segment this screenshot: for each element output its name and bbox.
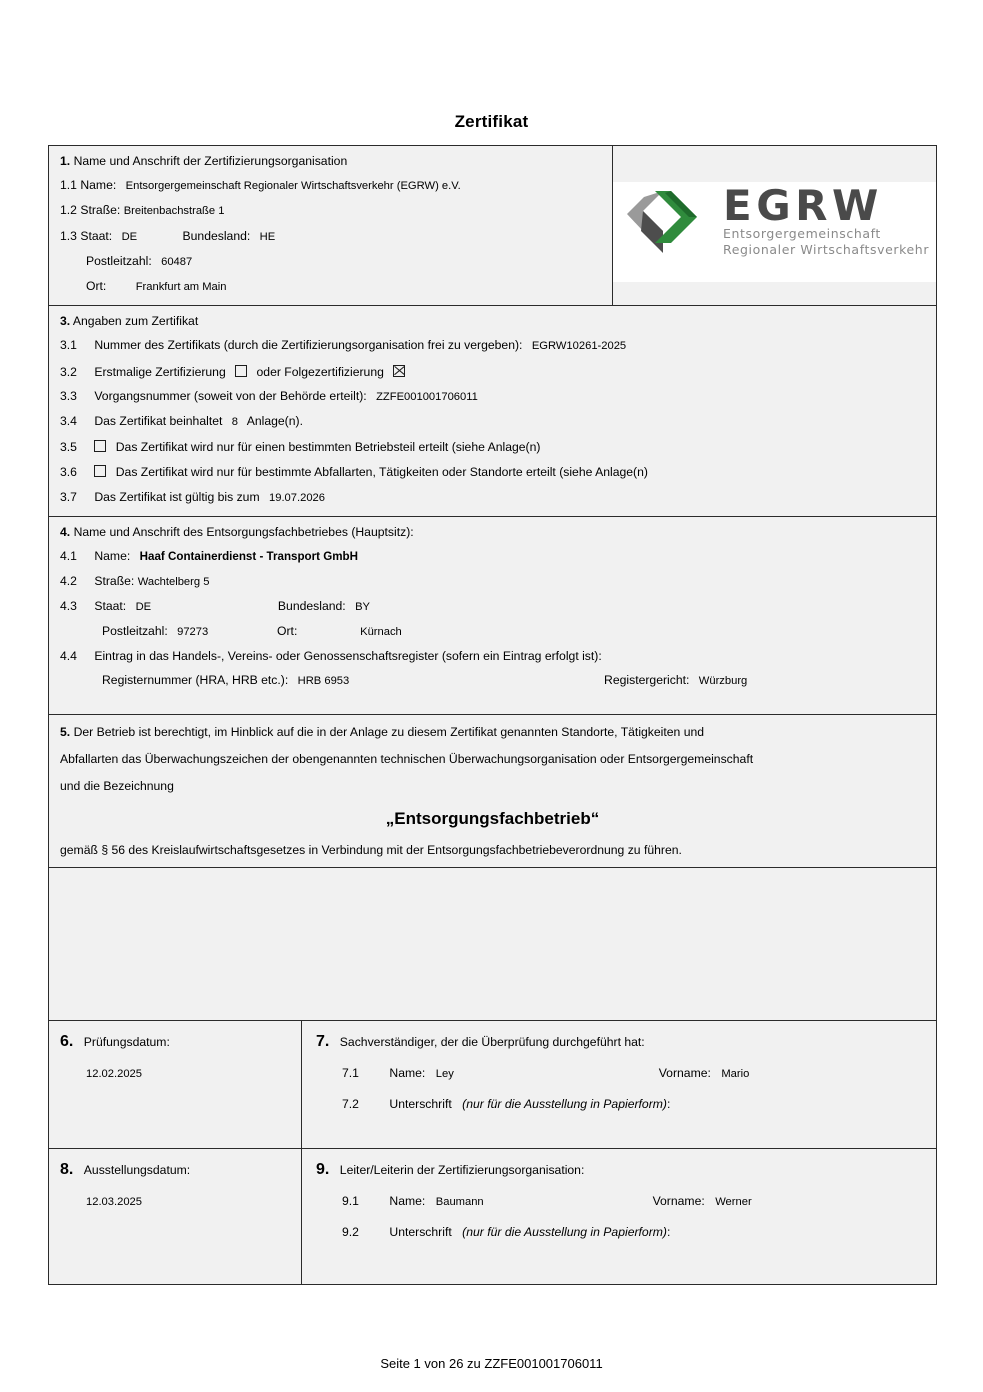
section3-31-number: 3.1 bbox=[60, 338, 77, 353]
section5-line4: gemäß § 56 des Kreislaufwirtschaftsgesetzes in Verbindung mit der Entsorgungsfachbetriebeverordnung zu führen. bbox=[60, 843, 682, 858]
section7-signature-row bbox=[316, 1095, 925, 1113]
section3-cell bbox=[49, 306, 937, 517]
section4-register-number-label: Registernummer (HRA, HRB etc.): bbox=[102, 673, 289, 688]
section1-number: 1. bbox=[60, 154, 71, 168]
section9-name-label: Name: bbox=[389, 1194, 426, 1209]
section3-34-label-b: Anlage(n). bbox=[246, 414, 303, 429]
section4-state-row bbox=[60, 600, 925, 613]
section1-bundesland-label: Bundesland: bbox=[182, 228, 251, 243]
checkbox-folgezertifizierung[interactable] bbox=[393, 365, 405, 377]
section4-street-number: 4.2 bbox=[60, 573, 77, 588]
table-row-section4 bbox=[49, 516, 937, 714]
section4-state-label: Staat: bbox=[94, 598, 127, 613]
section7-name-label: Name: bbox=[389, 1066, 426, 1081]
page-title: Zertifikat bbox=[454, 112, 529, 131]
section3-36-number: 3.6 bbox=[60, 465, 77, 480]
section5-line2: Abfallarten das Überwachungszeichen der obengenannten technischen Überwachungsorganisation oder Entsorgergemeinschaft bbox=[60, 751, 754, 766]
section1-name-number: 1.1 bbox=[60, 178, 77, 193]
section3-row-32 bbox=[60, 365, 925, 378]
section1-state-value: DE bbox=[121, 230, 138, 243]
section1-ort-label: Ort: bbox=[86, 279, 107, 294]
section4-register-detail-row bbox=[60, 674, 925, 687]
section1-state-row bbox=[60, 230, 601, 243]
section4-register-court-label: Registergericht: bbox=[604, 673, 690, 688]
section6-value-row bbox=[60, 1064, 290, 1082]
section3-33-number: 3.3 bbox=[60, 388, 77, 403]
table-row-section3 bbox=[49, 306, 937, 517]
section1-name-value: Entsorgergemeinschaft Regionaler Wirtschaftsverkehr (EGRW) e.V. bbox=[125, 180, 461, 193]
section4-name-number: 4.1 bbox=[60, 549, 77, 564]
section7-signature-label: Unterschrift bbox=[389, 1097, 452, 1112]
checkbox-abfallarten[interactable] bbox=[94, 465, 106, 477]
section3-heading bbox=[60, 315, 925, 327]
section4-register-number: 4.4 bbox=[60, 649, 77, 664]
section8-cell bbox=[49, 1149, 302, 1285]
section3-31-label: Nummer des Zertifikats (durch die Zertifizierungsorganisation frei zu vergeben): bbox=[94, 338, 523, 353]
section7-number: 7. bbox=[316, 1033, 330, 1051]
section4-plz-label: Postleitzahl: bbox=[102, 624, 168, 639]
section5-line3: und die Bezeichnung bbox=[60, 779, 174, 794]
section3-35-number: 3.5 bbox=[60, 440, 77, 455]
section6-number: 6. bbox=[60, 1033, 74, 1051]
egrw-subtitle-line2: Regionaler Wirtschaftsverkehr bbox=[723, 241, 930, 257]
section3-row-35 bbox=[60, 440, 925, 453]
section1-ort-row bbox=[60, 280, 601, 293]
section4-heading bbox=[60, 526, 925, 538]
section5-line1-text: Der Betrieb ist berechtigt, im Hinblick auf die in der Anlage zu diesem Zertifikat genannten Standorte, Tätigkeiten und bbox=[73, 724, 705, 739]
section1-plz-row bbox=[60, 255, 601, 268]
certificate-table bbox=[48, 145, 937, 1285]
section3-34-number: 3.4 bbox=[60, 414, 77, 429]
table-row-blank bbox=[49, 868, 937, 1021]
section5-number: 5. bbox=[60, 724, 71, 739]
section4-ort-value: Kürnach bbox=[360, 626, 402, 639]
section1-street-value: Breitenbachstraße 1 bbox=[123, 205, 225, 218]
section9-heading bbox=[316, 1161, 925, 1179]
section3-34-value: 8 bbox=[231, 416, 238, 429]
section9-cell bbox=[302, 1149, 937, 1285]
section4-cell bbox=[49, 516, 937, 714]
section8-value: 12.03.2025 bbox=[86, 1196, 142, 1209]
section7-name-number: 7.1 bbox=[342, 1066, 359, 1081]
section4-name-row bbox=[60, 550, 925, 563]
section4-name-label: Name: bbox=[94, 549, 131, 564]
page-footer: Seite 1 von 26 zu ZZFE001001706011 bbox=[380, 1356, 603, 1371]
section8-value-row bbox=[60, 1192, 290, 1210]
section1-cell bbox=[49, 146, 613, 306]
section3-heading-text: Angaben zum Zertifikat bbox=[72, 314, 199, 329]
section1-name-label: Name: bbox=[80, 178, 117, 193]
section4-register-court-value: Würzburg bbox=[698, 675, 748, 688]
section3-37-value: 19.07.2026 bbox=[269, 491, 325, 504]
section6-label: Prüfungsdatum: bbox=[83, 1035, 170, 1050]
section4-register-heading-row bbox=[60, 650, 925, 662]
section3-34-label-a: Das Zertifikat beinhaltet bbox=[94, 414, 223, 429]
egrw-logo bbox=[627, 181, 930, 258]
section7-cell bbox=[302, 1021, 937, 1149]
egrw-wordmark-block bbox=[723, 181, 930, 258]
section7-firstname-label: Vorname: bbox=[658, 1066, 711, 1081]
section7-signature-note: (nur für die Ausstellung in Papierform) bbox=[462, 1097, 667, 1112]
section9-heading-text: Leiter/Leiterin der Zertifizierungsorganisation: bbox=[339, 1163, 585, 1178]
section9-signature-row bbox=[316, 1223, 925, 1241]
section1-bundesland-value: HE bbox=[259, 230, 276, 243]
section3-row-34 bbox=[60, 415, 925, 428]
section5-designation: „Entsorgungsfachbetrieb“ bbox=[385, 809, 600, 829]
section9-signature-colon: : bbox=[666, 1225, 671, 1240]
section3-33-label: Vorgangsnummer (soweit von der Behörde erteilt): bbox=[94, 388, 367, 403]
section1-plz-value: 60487 bbox=[161, 255, 193, 268]
section8-label: Ausstellungsdatum: bbox=[83, 1163, 191, 1178]
section6-value: 12.02.2025 bbox=[86, 1068, 142, 1081]
section9-name-value: Baumann bbox=[435, 1196, 484, 1209]
section8-heading bbox=[60, 1161, 290, 1179]
section6-heading bbox=[60, 1033, 290, 1051]
section4-street-label: Straße: bbox=[94, 573, 135, 588]
section7-name-value: Ley bbox=[435, 1068, 454, 1081]
section7-heading bbox=[316, 1033, 925, 1051]
section1-street-label: Straße: bbox=[80, 203, 121, 218]
section4-heading-text: Name und Anschrift des Entsorgungsfachbetriebes (Hauptsitz): bbox=[73, 524, 414, 539]
section7-heading-text: Sachverständiger, der die Überprüfung durchgeführt hat: bbox=[339, 1035, 645, 1050]
section3-37-label: Das Zertifikat ist gültig bis zum bbox=[94, 489, 260, 504]
table-row-section5 bbox=[49, 714, 937, 868]
section4-name-value: Haaf Containerdienst - Transport GmbH bbox=[139, 550, 359, 564]
section7-firstname-value: Mario bbox=[721, 1068, 750, 1081]
section3-32-first-label: Erstmalige Zertifizierung bbox=[94, 364, 226, 379]
section4-ort-label: Ort: bbox=[277, 624, 298, 639]
section4-street-value: Wachtelberg 5 bbox=[137, 575, 210, 588]
section3-35-label: Das Zertifikat wird nur für einen bestimmten Betriebsteil erteilt (siehe Anlage(n) bbox=[115, 440, 541, 455]
section3-32-follow-label: oder Folgezertifizierung bbox=[256, 364, 384, 379]
checkbox-betriebsteil[interactable] bbox=[94, 440, 106, 452]
section5-line1 bbox=[60, 726, 925, 738]
section5-cell bbox=[49, 714, 937, 868]
section1-state-label: Staat: bbox=[80, 228, 113, 243]
logo-cell bbox=[613, 146, 937, 306]
section4-number: 4. bbox=[60, 524, 71, 539]
section9-number: 9. bbox=[316, 1161, 330, 1179]
section4-state-value: DE bbox=[135, 600, 152, 613]
blank-stamp-area bbox=[49, 868, 937, 1021]
section9-signature-label: Unterschrift bbox=[389, 1225, 452, 1240]
section7-signature-colon: : bbox=[666, 1097, 671, 1112]
section7-signature-number: 7.2 bbox=[342, 1097, 359, 1112]
section4-register-heading: Eintrag in das Handels-, Vereins- oder Genossenschaftsregister (sofern ein Eintrag erfolgt ist): bbox=[94, 649, 602, 664]
section3-37-number: 3.7 bbox=[60, 489, 77, 504]
section9-firstname-value: Werner bbox=[715, 1196, 752, 1209]
section3-row-31 bbox=[60, 339, 925, 352]
egrw-subtitle-line1: Entsorgergemeinschaft bbox=[723, 225, 881, 241]
section1-heading-text: Name und Anschrift der Zertifizierungsorganisation bbox=[73, 154, 348, 168]
section3-row-36 bbox=[60, 465, 925, 478]
checkbox-erstmalige-zertifizierung[interactable] bbox=[235, 365, 247, 377]
section4-plz-row bbox=[60, 625, 925, 638]
table-row-section8-9 bbox=[49, 1149, 937, 1285]
section1-heading bbox=[60, 155, 601, 167]
table-row-section1 bbox=[49, 146, 937, 306]
section3-31-value: EGRW10261-2025 bbox=[531, 340, 627, 353]
egrw-chevron-icon bbox=[627, 191, 719, 253]
table-row-section6-7 bbox=[49, 1021, 937, 1149]
section1-state-number: 1.3 bbox=[60, 228, 77, 243]
section1-street-row bbox=[60, 204, 601, 217]
egrw-wordmark: EGRW bbox=[723, 181, 883, 230]
section3-number: 3. bbox=[60, 314, 71, 329]
section9-name-number: 9.1 bbox=[342, 1194, 359, 1209]
section3-36-label: Das Zertifikat wird nur für bestimmte Abfallarten, Tätigkeiten oder Standorte erteilt (siehe Anlage(n) bbox=[115, 465, 648, 480]
section9-signature-note: (nur für die Ausstellung in Papierform) bbox=[462, 1225, 667, 1240]
section3-row-33 bbox=[60, 390, 925, 403]
section1-ort-value: Frankfurt am Main bbox=[135, 281, 227, 294]
section4-register-number-value: HRB 6953 bbox=[297, 675, 350, 688]
section1-street-number: 1.2 bbox=[60, 203, 77, 218]
section3-33-value: ZZFE001001706011 bbox=[376, 390, 478, 403]
section9-firstname-label: Vorname: bbox=[652, 1194, 705, 1209]
section4-bundesland-label: Bundesland: bbox=[277, 598, 346, 613]
section4-street-row bbox=[60, 575, 925, 588]
section4-bundesland-value: BY bbox=[355, 600, 370, 613]
section4-plz-value: 97273 bbox=[177, 626, 209, 639]
section8-number: 8. bbox=[60, 1161, 74, 1179]
section9-signature-number: 9.2 bbox=[342, 1225, 359, 1240]
section3-32-number: 3.2 bbox=[60, 364, 77, 379]
section4-state-number: 4.3 bbox=[60, 598, 77, 613]
section1-plz-label: Postleitzahl: bbox=[86, 253, 152, 268]
section6-cell bbox=[49, 1021, 302, 1149]
section1-name-row bbox=[60, 179, 601, 192]
section9-name-row bbox=[316, 1192, 925, 1210]
section3-row-37 bbox=[60, 491, 925, 504]
section7-name-row bbox=[316, 1064, 925, 1082]
